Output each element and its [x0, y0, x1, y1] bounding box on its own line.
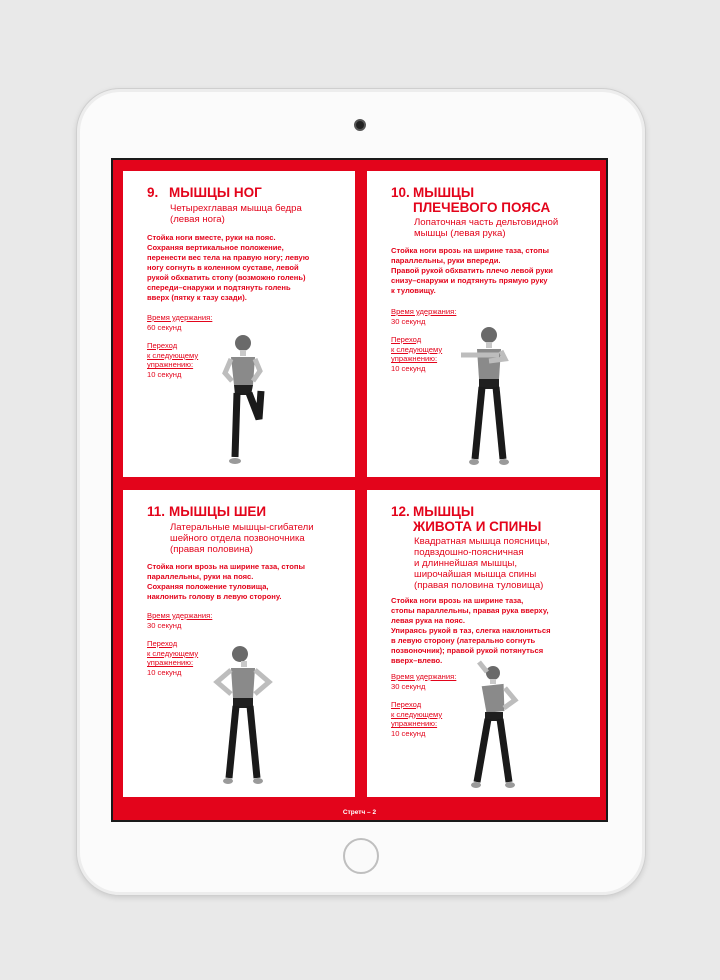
- transition-value: 10 секунд: [391, 728, 426, 738]
- exercise-subtitle: Квадратная мышца поясницы, подвздошно-поясничная и длиннейшая мышцы, широчайшая мышца спины (правая половина туловища): [414, 536, 550, 591]
- exercise-instructions: Стойка ноги врозь на ширине таза, стопы параллельны, правая рука вверху, левая рука на пояс. Упираясь рукой в таз, слегка наклониться в левую сторону (латерально согнуть позвоночник); правой рукой потянуться вверх–влево.: [391, 596, 551, 665]
- transition-time: [391, 700, 442, 738]
- card-heading: [147, 504, 266, 519]
- transition-time: [147, 639, 198, 677]
- exercise-instructions: Стойка ноги врозь на ширине таза, стопы параллельны, руки впереди. Правой рукой обхватить плечо левой руки снизу–снаружи и подтянуть прямую руку к туловищу.: [391, 246, 553, 295]
- home-button[interactable]: [343, 838, 379, 874]
- exercise-card-12: [367, 490, 600, 797]
- hold-time: [391, 672, 456, 691]
- exercise-number: 9.: [147, 185, 159, 200]
- exercise-number: 11.: [147, 504, 166, 519]
- exercise-title: МЫШЦЫ ШЕИ: [169, 504, 267, 519]
- hold-time-label: Время удержания:: [391, 307, 457, 316]
- hold-time-value: 30 секунд: [391, 681, 426, 691]
- exercise-card-11: [123, 490, 355, 797]
- exercise-instructions: Стойка ноги вместе, руки на пояс. Сохраняя вертикальное положение, перенести вес тела на правую ногу; левую ногу согнуть в коленном суставе, левой рукой обхватить стопу (возможно голень) спереди–снаружи и подтянуть голень вверх (пятку к тазу сзади).: [147, 233, 310, 302]
- exercise-card-10: [367, 171, 600, 477]
- front-camera: [354, 119, 366, 131]
- transition-time: [391, 335, 442, 373]
- exercise-illustration: [459, 321, 519, 469]
- exercise-illustration: [215, 329, 275, 469]
- hold-time-value: 60 секунд: [147, 322, 182, 332]
- hold-time-label: Время удержания:: [147, 313, 213, 322]
- transition-time: [147, 341, 198, 379]
- exercise-title: МЫШЦЫ ПЛЕЧЕВОГО ПОЯСА: [413, 185, 551, 215]
- exercise-illustration: [209, 638, 279, 788]
- transition-label: Переход к следующему упражнению:: [391, 700, 443, 729]
- exercise-illustration: [463, 660, 525, 790]
- card-heading: [147, 185, 262, 200]
- screen: [111, 158, 608, 822]
- transition-label: Переход к следующему упражнению:: [391, 335, 443, 364]
- transition-value: 10 секунд: [391, 363, 426, 373]
- exercise-card-9: [123, 171, 355, 477]
- transition-label: Переход к следующему упражнению:: [147, 639, 199, 668]
- hold-time: [147, 611, 212, 630]
- hold-time: [147, 313, 212, 332]
- hold-time-label: Время удержания:: [147, 611, 213, 620]
- hold-time: [391, 307, 456, 326]
- exercise-subtitle: Латеральные мышцы-сгибатели шейного отдела позвоночника (правая половина): [170, 522, 314, 555]
- exercise-title: МЫШЦЫ НОГ: [169, 185, 262, 200]
- hold-time-value: 30 секунд: [391, 316, 426, 326]
- exercise-number: 12.: [391, 504, 410, 519]
- exercise-subtitle: Лопаточная часть дельтовидной мышцы (левая рука): [414, 217, 559, 239]
- exercise-instructions: Стойка ноги врозь на ширине таза, стопы параллельны, руки на пояс. Сохраняя положение туловища, наклонить голову в левую сторону.: [147, 562, 305, 601]
- card-heading: [391, 504, 541, 534]
- page-footer: Стретч – 2: [342, 809, 377, 816]
- transition-value: 10 секунд: [147, 369, 182, 379]
- exercise-number: 10.: [391, 185, 410, 200]
- transition-value: 10 секунд: [147, 667, 182, 677]
- transition-label: Переход к следующему упражнению:: [147, 341, 199, 370]
- hold-time-label: Время удержания:: [391, 672, 457, 681]
- exercise-subtitle: Четырехглавая мышца бедра (левая нога): [170, 203, 302, 225]
- hold-time-value: 30 секунд: [147, 620, 182, 630]
- card-heading: [391, 185, 550, 215]
- exercise-title: МЫШЦЫ ЖИВОТА И СПИНЫ: [413, 504, 542, 534]
